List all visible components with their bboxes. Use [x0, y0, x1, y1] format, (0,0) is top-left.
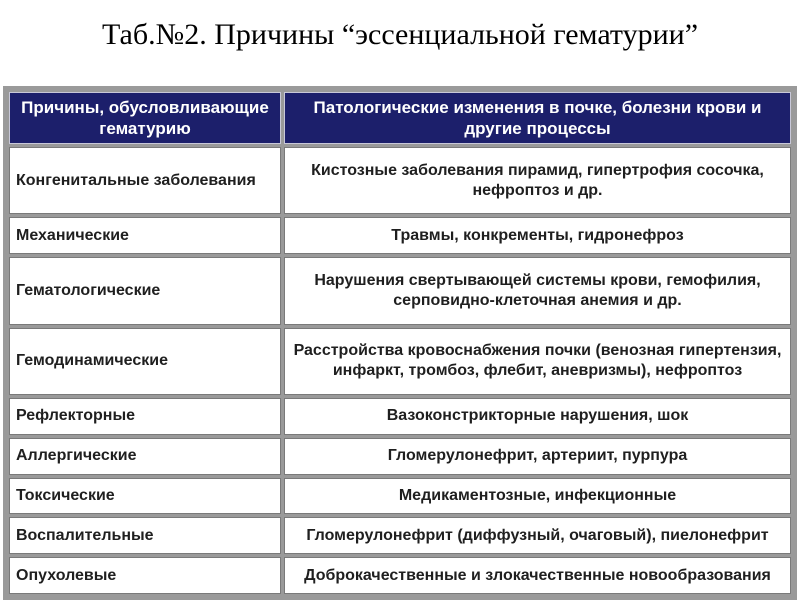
- table-row: [9, 557, 791, 594]
- cause-cell: Аллергические: [9, 438, 281, 475]
- header-changes: Патологические изменения в почке, болезни крови и другие процессы: [284, 92, 791, 144]
- cause-cell: Механические: [9, 217, 281, 254]
- slide-title: Таб.№2. Причины “эссенциальной гематурии”: [101, 18, 699, 51]
- table-row: [9, 147, 791, 214]
- change-cell: Вазоконстрикторные нарушения, шок: [284, 398, 791, 435]
- cause-cell: Гемодинамические: [9, 328, 281, 395]
- cause-cell: Гематологические: [9, 257, 281, 324]
- change-cell: Гломерулонефрит (диффузный, очаговый), пиелонефрит: [284, 517, 791, 554]
- header-causes: Причины, обусловливающие гематурию: [9, 92, 281, 144]
- change-cell: Травмы, конкременты, гидронефроз: [284, 217, 791, 254]
- table-row: [9, 217, 791, 254]
- cause-cell: Опухолевые: [9, 557, 281, 594]
- table-row: [9, 398, 791, 435]
- change-cell: Доброкачественные и злокачественные новообразования: [284, 557, 791, 594]
- table-row: [9, 517, 791, 554]
- table-row: [9, 438, 791, 475]
- change-cell: Гломерулонефрит, артериит, пурпура: [284, 438, 791, 475]
- table-row: [9, 478, 791, 515]
- cause-cell: Конгенитальные заболевания: [9, 147, 281, 214]
- table-row: [9, 328, 791, 395]
- table-row: [9, 257, 791, 324]
- cause-cell: Воспалительные: [9, 517, 281, 554]
- change-cell: Медикаментозные, инфекционные: [284, 478, 791, 515]
- causes-table: [6, 89, 794, 597]
- change-cell: Кистозные заболевания пирамид, гипертрофия сосочка, нефроптоз и др.: [284, 147, 791, 214]
- cause-cell: Токсические: [9, 478, 281, 515]
- table-header-row: [9, 92, 791, 144]
- cause-cell: Рефлекторные: [9, 398, 281, 435]
- table-frame: [3, 86, 797, 600]
- change-cell: Нарушения свертывающей системы крови, гемофилия, серповидно-клеточная анемия и др.: [284, 257, 791, 324]
- change-cell: Расстройства кровоснабжения почки (венозная гипертензия, инфаркт, тромбоз, флебит, аневризмы), нефроптоз: [284, 328, 791, 395]
